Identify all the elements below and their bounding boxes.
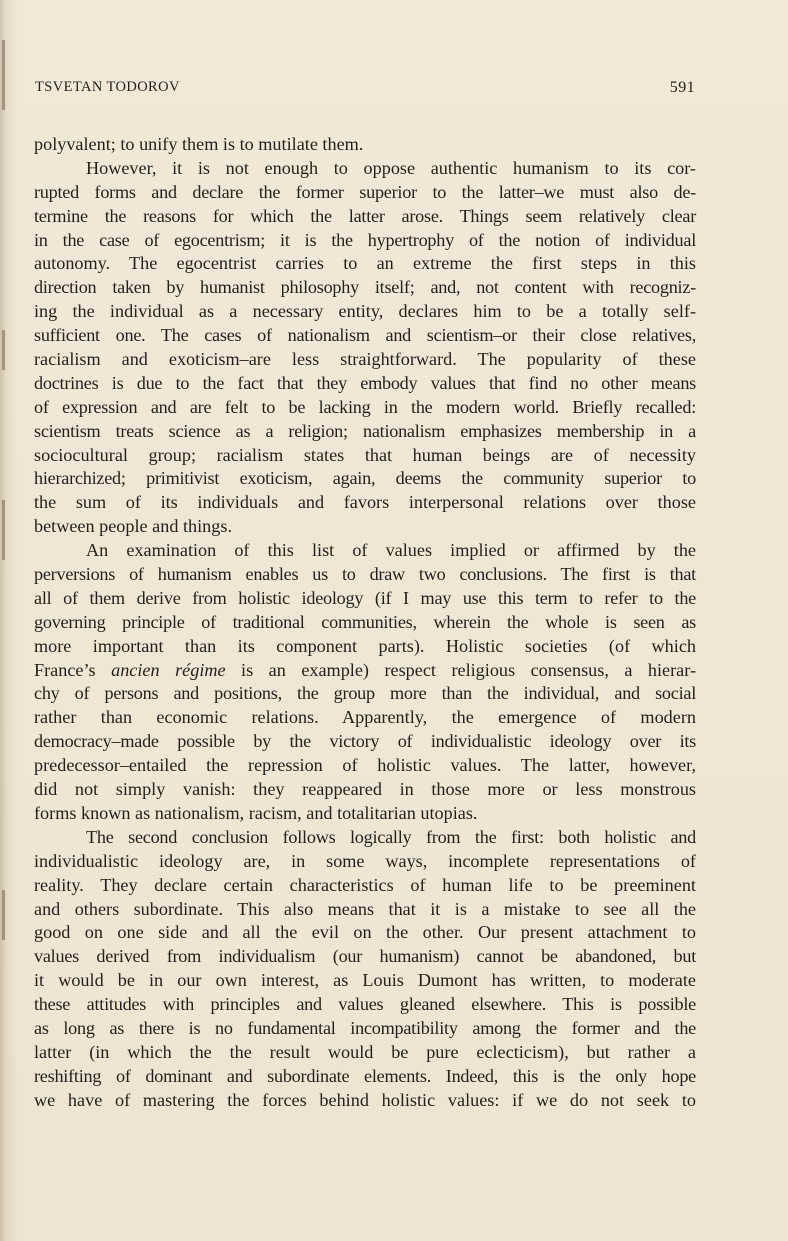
text-line (34, 754, 696, 778)
text-line (34, 348, 696, 372)
text-segment: racialism and exoticism–are less straightforward. The popularity of these (34, 349, 696, 370)
text-line (34, 611, 696, 635)
text-line (34, 587, 696, 611)
text-segment: ing the individual as a necessary entity, declares him to be a totally self- (34, 301, 696, 322)
text-segment: of expression and are felt to be lacking in the modern world. Briefly recalled: (34, 396, 696, 417)
text-segment: rather than economic relations. Apparently, the emergence of modern (34, 707, 696, 728)
text-line (34, 252, 696, 276)
text-segment: predecessor–entailed the repression of holistic values. The latter, however, (34, 755, 696, 776)
text-segment: perversions of humanism enables us to draw two conclusions. The first is that (34, 564, 696, 585)
text-line (34, 467, 696, 491)
page-number: 591 (669, 79, 695, 96)
text-segment: France’s (34, 659, 112, 680)
text-segment: reshifting of dominant and subordinate elements. Indeed, this is the only hope (34, 1065, 696, 1086)
text-line (34, 420, 696, 444)
text-line (34, 1089, 696, 1113)
text-segment: direction taken by humanist philosophy itself; and, not content with recogniz- (34, 277, 696, 298)
text-segment: democracy–made possible by the victory of individualistic ideology over its (34, 731, 696, 752)
text-line (34, 874, 696, 898)
text-segment: did not simply vanish: they reappeared in those more or less monstrous (34, 779, 696, 800)
text-segment: it would be in our own interest, as Louis Dumont has written, to moderate (34, 970, 696, 991)
text-segment: However, it is not enough to oppose authentic humanism to its cor- (86, 157, 696, 178)
text-line (34, 898, 696, 922)
text-line (34, 850, 696, 874)
text-segment: all of them derive from holistic ideology (if I may use this term to refer to the (34, 587, 696, 608)
text-line (34, 659, 696, 683)
text-line (34, 635, 696, 659)
text-line (34, 682, 696, 706)
running-head (35, 79, 695, 99)
text-line (34, 181, 696, 205)
text-segment: latter (in which the the result would be pure eclecticism), but rather a (34, 1041, 696, 1062)
text-segment: as long as there is no fundamental incompatibility among the former and the (34, 1017, 696, 1038)
binding-shadow-mark (2, 330, 5, 370)
text-segment: chy of persons and positions, the group more than the individual, and social (34, 683, 696, 704)
text-line (34, 730, 696, 754)
text-line (34, 921, 696, 945)
text-segment: sufficient one. The cases of nationalism and scientism–or their close relatives, (34, 325, 696, 346)
text-segment: termine the reasons for which the latter arose. Things seem relatively clear (34, 205, 696, 226)
text-line (34, 563, 696, 587)
body-text (34, 133, 696, 1113)
text-line (34, 802, 696, 826)
text-segment: hierarchized; primitivist exoticism, again, deems the community superior to (34, 468, 696, 489)
text-line (34, 993, 696, 1017)
text-segment: we have of mastering the forces behind holistic values: if we do not seek to (34, 1089, 696, 1110)
text-segment: in the case of egocentrism; it is the hypertrophy of the notion of individual (34, 229, 696, 250)
text-segment: rupted forms and declare the former superior to the latter–we must also de- (34, 181, 696, 202)
text-segment: individualistic ideology are, in some ways, incomplete representations of (34, 850, 696, 871)
text-segment: the sum of its individuals and favors interpersonal relations over those (34, 492, 696, 513)
text-line (34, 324, 696, 348)
text-line (34, 778, 696, 802)
text-segment: good on one side and all the evil on the other. Our present attachment to (34, 922, 696, 943)
text-segment: more important than its component parts). Holistic societies (of which (34, 635, 696, 656)
text-segment: between people and things. (34, 516, 232, 537)
text-line (34, 300, 696, 324)
text-line (34, 706, 696, 730)
text-segment: The second conclusion follows logically from the first: both holistic and (86, 826, 696, 847)
text-line (34, 229, 696, 253)
text-segment: these attitudes with principles and values gleaned elsewhere. This is possible (34, 994, 696, 1015)
text-segment: forms known as nationalism, racism, and totalitarian utopias. (34, 802, 478, 823)
text-segment: reality. They declare certain characteristics of human life to be preeminent (34, 874, 696, 895)
text-line (34, 205, 696, 229)
text-segment: and others subordinate. This also means that it is a mistake to see all the (34, 898, 696, 919)
text-line (34, 491, 696, 515)
text-segment: An examination of this list of values implied or affirmed by the (86, 540, 696, 561)
text-line (34, 1041, 696, 1065)
text-line (34, 826, 696, 850)
text-segment: governing principle of traditional communities, wherein the whole is seen as (34, 611, 696, 632)
text-line (34, 444, 696, 468)
text-line (34, 1065, 696, 1089)
text-segment: sociocultural group; racialism states that human beings are of necessity (34, 444, 696, 465)
text-line (34, 133, 696, 157)
text-line (34, 969, 696, 993)
text-line (34, 276, 696, 300)
binding-shadow-mark (2, 40, 5, 110)
text-segment: scientism treats science as a religion; nationalism emphasizes membership in a (34, 420, 696, 441)
text-segment: is an example) respect religious consensus, a hierar- (225, 659, 697, 680)
text-line (34, 515, 696, 539)
text-segment: autonomy. The egocentrist carries to an extreme the first steps in this (34, 253, 696, 274)
text-segment: doctrines is due to the fact that they embody values that find no other means (34, 372, 696, 393)
text-segment: polyvalent; to unify them is to mutilate them. (34, 134, 364, 154)
running-head-author: TSVETAN TODOROV (35, 79, 180, 95)
text-line (34, 396, 696, 420)
text-line (34, 945, 696, 969)
binding-shadow-mark (2, 890, 5, 940)
text-segment: values derived from individualism (our humanism) cannot be abandoned, but (34, 946, 696, 967)
binding-shadow-mark (2, 500, 5, 560)
text-line (34, 1017, 696, 1041)
text-line (34, 157, 696, 181)
text-line (34, 539, 696, 563)
text-line (34, 372, 696, 396)
italic-phrase: ancien régime (111, 659, 226, 680)
